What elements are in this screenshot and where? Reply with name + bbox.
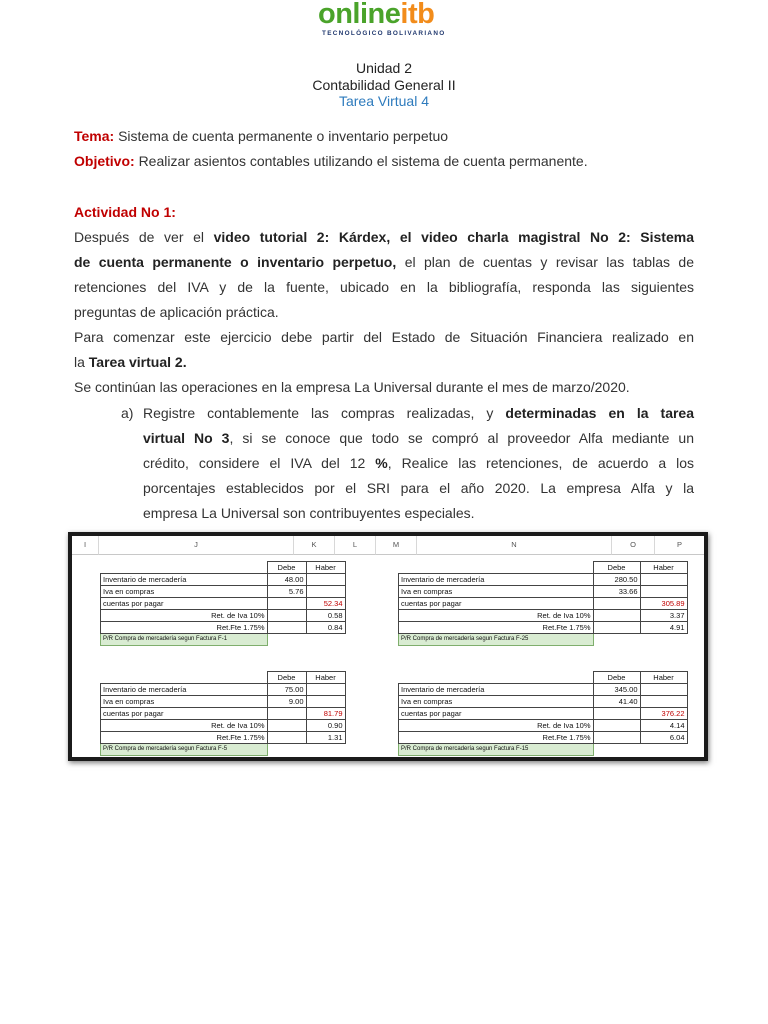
logo-subtitle: TECNOLÓGICO BOLIVARIANO: [322, 30, 446, 37]
tema-text: Sistema de cuenta permanente o inventario perpetuo: [118, 128, 449, 144]
item-a-line5: empresa La Universal son contribuyentes especiales.: [143, 505, 475, 521]
column-header-k: K: [294, 536, 335, 555]
activity-p1-line3: retenciones del IVA y de la fuente, ubicado en la bibliografía, responda las siguientes: [74, 279, 694, 295]
spreadsheet-grid: [72, 536, 704, 757]
tema-label: Tema:: [74, 128, 115, 144]
objetivo-text: Realizar asientos contables utilizando el sistema de cuenta permanente.: [138, 153, 588, 169]
column-header-i: I: [72, 536, 99, 555]
item-a-line3: crédito, considere el IVA del 12 %, Realice las retenciones, de acuerdo a los: [143, 455, 695, 471]
activity-title-line: [74, 200, 694, 225]
column-header-l: L: [335, 536, 376, 555]
activity-p2-line1: Para comenzar este ejercicio debe partir del Estado de Situación Financiera realizado en: [74, 329, 694, 345]
activity-p1-line4: preguntas de aplicación práctica.: [74, 304, 279, 320]
unit-title: Unidad 2: [355, 60, 413, 76]
item-a-line4: porcentajes establecidos por el SRI para el año 2020. La empresa Alfa y la: [143, 480, 694, 496]
objetivo-line: [74, 149, 694, 174]
task-title: Tarea Virtual 4: [338, 93, 429, 109]
item-a-line2: virtual No 3, si se conoce que todo se compró al proveedor Alfa mediante un: [143, 430, 694, 446]
column-header-m: M: [376, 536, 417, 555]
journal-entry: Debe Haber Inventario de mercadería 48.00 Iva en compras 5.76 cuentas por pagar 52.34 Ret. de Iva 10% 0.58 Ret.Fte 1.75% 0.84 P/R Compra de mercadería segun Factura F-1: [100, 561, 346, 646]
journal-entry: Debe Haber Inventario de mercadería 75.00 Iva en compras 9.00 cuentas por pagar 81.79 Ret. de Iva 10% 0.90 Ret.Fte 1.75% 1.31 P/R Compra de mercadería segun Factura F-5: [100, 671, 346, 756]
logo-wordmark: onlineitb: [318, 0, 435, 30]
activity-p1-line2: de cuenta permanente o inventario perpetuo, el plan de cuentas y revisar las tablas de: [74, 254, 694, 270]
tema-line: [74, 124, 694, 149]
journal-entry: Debe Haber Inventario de mercadería 345.00 Iva en compras 41.40 cuentas por pagar 376.22 Ret. de Iva 10% 4.14 Ret.Fte 1.75% 6.04 P/R Compra de mercadería segun Factura F-15: [398, 671, 688, 756]
activity-p1-line1: Después de ver el video tutorial 2: Kárdex, el video charla magistral No 2: Sistema: [74, 229, 694, 245]
activity-p3: Se continúan las operaciones en la empresa La Universal durante el mes de marzo/2020.: [74, 379, 630, 395]
journal-entry: Debe Haber Inventario de mercadería 280.50 Iva en compras 33.66 cuentas por pagar 305.89 Ret. de Iva 10% 3.37 Ret.Fte 1.75% 4.91 P/R Compra de mercadería segun Factura F-25: [398, 561, 688, 646]
activity-p2-line2: la Tarea virtual 2.: [74, 354, 187, 370]
brand-logo: [318, 2, 452, 40]
item-a-line1: Registre contablemente las compras realizadas, y determinadas en la tarea: [143, 405, 694, 421]
spreadsheet-image: [68, 532, 708, 761]
activity-title: Actividad No 1:: [74, 204, 176, 220]
item-a-marker: a): [121, 405, 134, 421]
column-header-j: J: [99, 536, 294, 555]
objetivo-label: Objetivo:: [74, 153, 135, 169]
course-title: Contabilidad General II: [312, 77, 456, 93]
column-header-p: P: [655, 536, 704, 555]
column-header-n: N: [417, 536, 612, 555]
column-header-o: O: [612, 536, 655, 555]
